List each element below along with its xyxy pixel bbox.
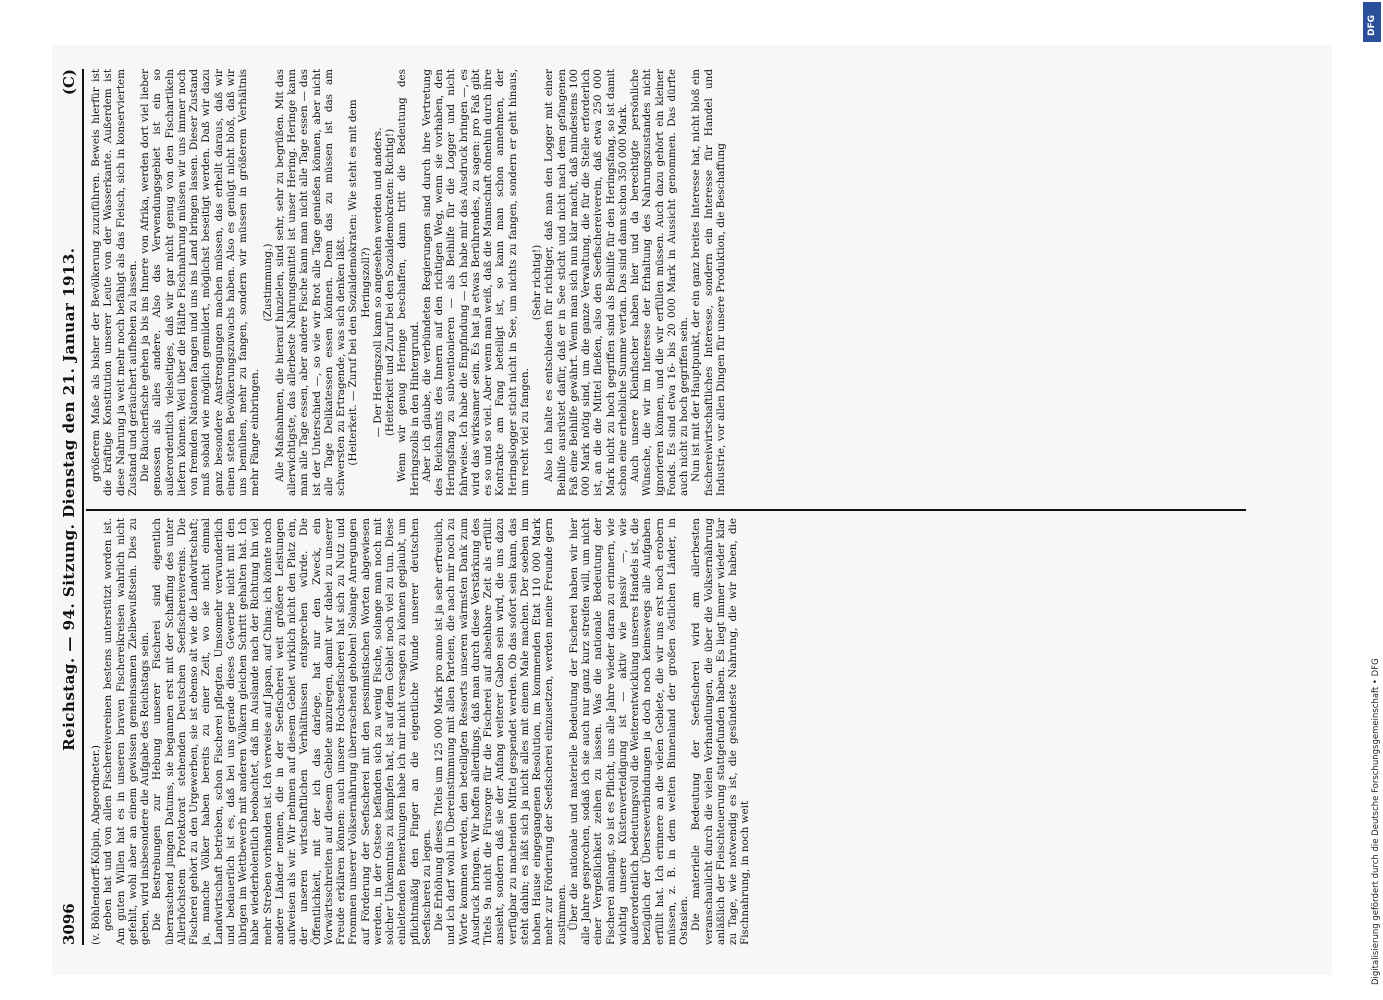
paragraph: Die Erhöhung dieses Titels um 125 000 Mark pro anno ist ja sehr erfreulich, und ich darf wohl in Übereinstimmung mit allen Parteien, die nach mir noch zu Worte kommen werden, den beteiligten Ressorts unseren wärmsten Dank zum Ausdruck bringen. Wir hoffen allerdings, daß man durch diese Verstärkung des Titels 9a nicht die Fürsorge für die Fischerei auf absehbare Zeit als erfüllt ansieht, sondern daß sie der Anfang weiterer Gaben sein wird, die uns dazu verfügbar zu machenden Mittel gespendet werden. Ob das sofort sein kann, das steht dahin; es läßt sich ja nicht alles mit einem Male machen. Der soeben im hohen Hause eingegangenen Resolution, im kommenden Etat 110 000 Mark mehr zur Förderung der Seefischerei einzusetzen, werden meine Freunde gern zustimmen. <box>433 518 568 945</box>
left-column <box>90 518 1280 945</box>
paragraph: Auch unsere Kleinfischer haben hier und da berechtigte persönliche Wünsche, die wir im Interesse der Erhaltung des Nahrungszustandes nicht ignorieren können, und die wir erfüllen müssen. Auch dazu gehört ein kleiner Fonds. Es sind etwa 16- bis 20 000 Mark in Aussicht genommen. Das dürfte auch nicht zu hoch gegriffen sein. <box>629 69 690 496</box>
paragraph: Alle Maßnahmen, die hierauf hinzielen, sind sehr, sehr zu begrüßen. Mit das allerwichtigste, das allerbeste Nahrungsmittel ist unser Hering. Heringe kann man alle Tage essen, aber andere Fische kann man nicht alle Tage essen — das ist der Unterschied —, so wie wir Brot alle Tage genießen können, aber nicht alle Tage Delikatessen essen können. Denn das zu müssen ist das am schwersten zu Ertragende, was sich denken läßt. <box>273 69 347 496</box>
paragraph: (Zustimmung.) <box>261 243 274 322</box>
paragraph: Die Bestrebungen zur Hebung unserer Fischerei sind eigentlich überraschend jungen Datums, sie begannen erst mit der Schaffung des unter Allerhöchstem Protektorat stehenden Deutschen Seefischereivereins. Die Fischerei gehört zu den Urgewerben, sie ist ebenso alt wie die Landwirtschaft; ja, manche Völker haben bereits zu einer Zeit, wo sie nicht einmal Landwirtschaft betrieben, schon Fischerei pflegten. Umsomehr verwunderlich und bedauerlich ist es, daß bei uns gerade dieses Gewerbe nicht mit den übrigen im Wettbewerb mit anderen Völkern gleichen Schritt gehalten hat. Ich habe wiederholentlich beobachtet, daß im Auslande nach der Richtung hin viel mehr Streben vorhanden ist. Ich verweise auf Japan, auf China; ich könnte noch andere Länder nennen, die in der Seefischerei weit größere Leistungen aufweisen als wir. Wir nehmen auf diesem Gebiet wirklich nicht den Platz ein, der unseren wirtschaftlichen Verhältnissen entsprechen würde. Die Öffentlichkeit, mit der ich das darlege, hat nur den Zweck, ein Vorwärtsschreiten auf diesem Gebiete anzuregen, damit wir dabei zu unserer Freude erklären können: auch unsere Hochseefischerei hat sich zu Nutz und Frommen unserer Volksernährung überraschend gehoben! Solange Anregungen auf Förderung der Seefischerei mit den pessimistischen Worten abgewiesen werden, in der Ostsee befänden sich zu wenig Fische, solange man noch mit solcher Unkenntnis zu kämpfen hat, ist auf dem Gebiet noch viel zu tun. Diese einleitenden Bemerkungen habe ich mir nicht versagen zu können geglaubt, um pflichtmäßig den Finger an die eigentliche Wunde unserer deutschen Seefischerei zu legen. <box>151 518 433 945</box>
paragraph: größerem Maße als bisher der Bevölkerung zuzuführen. Beweis hierfür ist die kräftige Konstitution unserer Leute von der Wasserkante. Außerdem ist diese Nahrung ja weit mehr noch befähigt als das Fleisch, sich in konserviertem Zustand und geräuchert aufheben zu lassen. <box>90 69 139 496</box>
paragraph: (Heiterkeit. — Zuruf bei den Sozialdemokraten: Wie steht es mit dem Heringszoll?) <box>347 99 372 466</box>
paragraph: (Sehr richtig!) <box>531 244 543 321</box>
margin-marker-c-header: (C) <box>60 69 78 96</box>
speaker-line: (v. Böhlendorff-Kölpin, Abgeordneter.) <box>90 745 102 945</box>
column-divider <box>86 509 1246 511</box>
paragraph: Wenn wir genug Heringe beschaffen, dann tritt die Bedeutung des Heringszolls in den Hintergrund. <box>396 69 421 496</box>
paragraph: Die Räucherfische gehen ja bis ins Innere von Afrika, werden dort viel lieber genossen als alles andere. Also das Verwendungsgebiet ist ein so außerordentlich vielseitiges, daß wir gar nicht genug von den Fischartikeln liefern können. Weil über die Hälfte Fischnahrung müssen wir uns immer noch von fremden Nationen fangen und uns ins Land bringen lassen. Dieser Zustand muß sobald wie möglich gemildert, möglichst beseitigt werden. Daß wir dazu ganz besondere Anstrengungen machen müssen, das erhellt daraus, daß wir einen steten Bevölkerungszuwachs haben. Also es genügt nicht bloß, daß wir uns bemühen, mehr zu fangen, sondern wir müssen in größerem Verhältnis mehr Fänge einbringen. <box>139 69 262 496</box>
paragraph: geben hat und von allen Fischereivereinen bestens unterstützt worden ist. Am guten Willen hat es in unseren braven Fischereikreisen wahrlich nicht gefehlt, wohl aber an einem gewissen gemeinsamen Zielbewußtsein. Dies zu geben, wird insbesondere die Aufgabe des Reichstags sein. <box>102 518 151 945</box>
paragraph: (Heiterkeit und Zuruf bei den Sozialdemokraten: Richtig!) <box>384 128 396 437</box>
right-column <box>90 69 1280 496</box>
paragraph: Nun ist mit der Hauptpunkt, der ein ganz breites Interesse hat, nicht bloß ein fischereiwirtschaftliches Interesse, sondern ein Interesse für Handel und Industrie, vor allen Dingen für unsere Produktion, die Beschaffung <box>690 69 727 496</box>
paragraph: — Der Heringszoll kann so angesehen werden und anders. <box>371 127 384 438</box>
page-title: Reichstag. — 94. Sitzung. Dienstag den 21. Januar 1913. <box>60 247 78 751</box>
page-number: 3096 <box>60 903 78 945</box>
paragraph: Also ich halte es entschieden für richtiger, daß man den Logger mit einer Beihilfe ausrüstet dafür, daß er in See sticht und nicht nach dem gefangenen Faß eine Beihilfe gewährt. Wenn man sich nun klar macht, daß mindestens 100 000 Mark nötig sind, um die ganze Verwaltung, die für die Stelle erforderlich ist, an die die Mittel fließen, also den Seefischereiverein, daß etwa 250 000 Mark nicht zu hoch gegriffen sind als Beihilfe für den Heringsfang, so ist damit schon eine erhebliche Summe vertan. Das sind dann schon 350 000 Mark. <box>543 69 629 496</box>
digitization-credit <box>1353 0 1383 1000</box>
paragraph: Die materielle Bedeutung der Seefischerei wird am allerbesten veranschaulicht durch die vielen Verhandlungen, die über die Volksernährung anläßlich der Fleischteuerung stattgefunden haben. Es liegt immer wieder klar zu Tage, wie notwendig es ist, die gesündeste Nahrung, die wir haben, die Fischnahrung, in noch weit <box>690 518 752 945</box>
dfg-logo: DFG <box>1363 2 1381 42</box>
paragraph: Aber ich glaube, die verbündeten Regierungen sind durch ihre Vertretung des Reichsamts des Innern auf den richtigen Weg, wenn sie vorhaben, den Heringsfang zu subventionieren — als Beihilfe für die Logger und nicht fahrweise. Ich habe die Empfindung — ich habe mir das Ausdruck bringen —, es wird das wirksamer sein. Es hat ja etwas Berührendes, zu sagen: pro Faß gibt es so und so viel. Aber wenn man weiß, daß die Mannschaft ohnehin durch ihre Kontrakte am Fang beteiligt ist, so kann man schon annehmen, der Heringslogger sticht nicht in See, um nichts zu fangen, sondern er geht hinaus, um recht viel zu fangen. <box>420 69 531 496</box>
rotated-page <box>52 45 1302 975</box>
scanned-page <box>52 45 1332 975</box>
paragraph: Über die nationale und materielle Bedeutung der Fischerei haben wir hier alle Jahre gesprochen, sodaß ich sie auch nur ganz kurz streifen will, um nicht einer Vergeßlichkeit zeihen zu lassen. Was die nationale Bedeutung der Fischerei anlangt, so ist es Pflicht, uns alle Jahre wieder daran zu erinnern, wie wichtig unsere Küstenverteidigung ist — aktiv wie passiv —, wie außerordentlich bedeutungsvoll die Weiterentwicklung unseres Handels ist, die bezüglich der Überseeverbindungen ja doch noch keineswegs alle Aufgaben erfüllt hat. Ich erinnere an die vielen Gebiete, die wir uns erst noch erobern müssen, z. B. in dem weiten Binnenland der großen östlichen Länder, in Ostasien. <box>567 518 690 945</box>
page-header <box>60 69 84 945</box>
credit-text: Digitalisierung gefördert durch die Deutsche Forschungsgemeinschaft • DFG <box>1371 658 1381 985</box>
